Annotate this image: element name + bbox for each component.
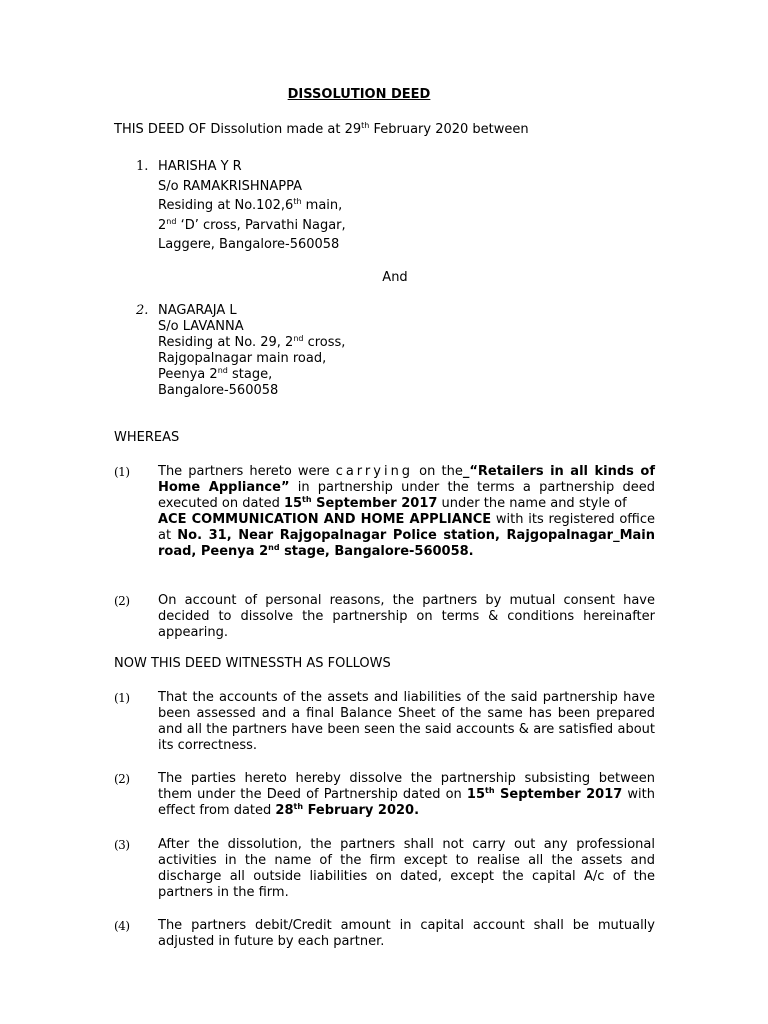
- party-2-address-line-1: [158, 335, 345, 351]
- text: cross,: [303, 335, 346, 350]
- intro-superscript: th: [361, 121, 370, 130]
- party-1-address-line-1: [158, 198, 346, 218]
- text: September 2017: [311, 496, 438, 511]
- party-1-number: 1.: [136, 159, 149, 174]
- party-2-address-line-3: [158, 367, 345, 383]
- party-2-address-line-4: Bangalore-560058: [158, 383, 279, 398]
- witness-clause-2: [158, 771, 655, 819]
- witness-clause-4-number: (4): [114, 919, 130, 933]
- intro-text-end: February 2020 between: [369, 122, 529, 137]
- text: with effect from dated: [158, 787, 655, 818]
- document-title: DISSOLUTION DEED: [287, 87, 431, 102]
- whereas-clause-2-number: (2): [114, 594, 130, 608]
- text: main,: [301, 198, 343, 213]
- whereas-clause-1: [158, 464, 655, 560]
- witness-clause-3: After the dissolution, the partners shall not carry out any professional activities in the name of the firm except to realise all the assets and discharge all outside liabilities on dated, except the capital A/c of the partners in the firm.: [158, 837, 655, 900]
- text: The partners hereto were: [158, 464, 336, 479]
- superscript: nd: [268, 543, 280, 552]
- superscript: th: [302, 495, 312, 504]
- party-2-number: 2.: [136, 303, 149, 318]
- firm-name: ACE COMMUNICATION AND HOME APPLIANCE: [158, 512, 492, 527]
- text: February 2020.: [303, 803, 420, 818]
- effective-date: [275, 803, 419, 818]
- text: Residing at No.102,6: [158, 198, 294, 213]
- text: stage,: [227, 367, 273, 382]
- superscript: nd: [293, 334, 304, 343]
- party-2-name: NAGARAJA L: [158, 303, 237, 318]
- text: 15: [283, 496, 303, 511]
- text: stage, Bangalore-560058.: [279, 544, 474, 559]
- witness-clause-2-number: (2): [114, 772, 130, 786]
- text: 28: [275, 803, 294, 818]
- text: No. 31, Near Rajgopalnagar Police station, Rajgopalnagar_Main road, Peenya 2: [158, 528, 655, 559]
- superscript: th: [485, 786, 495, 795]
- party-1-details: [158, 159, 346, 257]
- text: on the: [413, 464, 463, 479]
- witness-clause-3-number: (3): [114, 838, 130, 852]
- text: carrying: [335, 464, 414, 479]
- party-1-name: HARISHA Y R: [158, 159, 242, 174]
- text: September 2017: [494, 787, 623, 802]
- witness-heading: NOW THIS DEED WITNESSTH AS FOLLOWS: [114, 656, 391, 671]
- whereas-clause-2: On account of personal reasons, the partners by mutual consent have decided to dissolve the partnership on terms & conditions hereinafter appearing.: [158, 593, 655, 640]
- superscript: th: [293, 197, 302, 206]
- office-address: [158, 528, 655, 559]
- whereas-clause-1-number: (1): [114, 465, 130, 479]
- text: 2: [158, 217, 167, 233]
- intro-text: THIS DEED OF Dissolution made at 29: [114, 122, 362, 137]
- party-1-address-line-2: [158, 218, 346, 238]
- text: The parties hereto hereby dissolve the partnership subsisting between them under the Deed of Partnership dated on: [158, 771, 655, 802]
- witness-clause-4: The partners debit/Credit amount in capital account shall be mutually adjusted in future by each partner.: [158, 918, 655, 949]
- superscript: th: [293, 802, 304, 811]
- text: ‘D’ cross, Parvathi Nagar,: [176, 217, 346, 233]
- whereas-heading: WHEREAS: [114, 430, 180, 445]
- party-2-relation: S/o LAVANNA: [158, 319, 244, 334]
- party-1-relation: S/o RAMAKRISHNAPPA: [158, 178, 303, 194]
- business-description: _“Retailers in all kinds of Home Appliance”: [158, 464, 655, 495]
- and-separator: And: [382, 270, 408, 285]
- party-1-address-line-3: Laggere, Bangalore-560058: [158, 237, 340, 252]
- text: with its registered office at: [158, 512, 655, 543]
- text: Peenya 2: [158, 367, 218, 382]
- superscript: nd: [166, 216, 177, 226]
- party-2-details: [158, 303, 345, 399]
- partnership-date: [467, 787, 622, 802]
- text: under the name and style of: [437, 496, 627, 511]
- party-2-address-line-2: Rajgopalnagar main road,: [158, 351, 327, 366]
- witness-clause-1-number: (1): [114, 691, 130, 705]
- deed-date: [284, 496, 437, 511]
- text: 15: [466, 787, 485, 802]
- text: Residing at No. 29, 2: [158, 335, 294, 350]
- witness-clause-1: That the accounts of the assets and liabilities of the said partnership have been assessed and a final Balance Sheet of the same has been prepared and all the partners have been seen the said accounts & are satisfied about its correctness.: [158, 690, 655, 753]
- superscript: nd: [217, 366, 228, 375]
- intro-line: [114, 122, 529, 138]
- text: in partnership under the terms a partnership deed executed on dated: [158, 480, 655, 511]
